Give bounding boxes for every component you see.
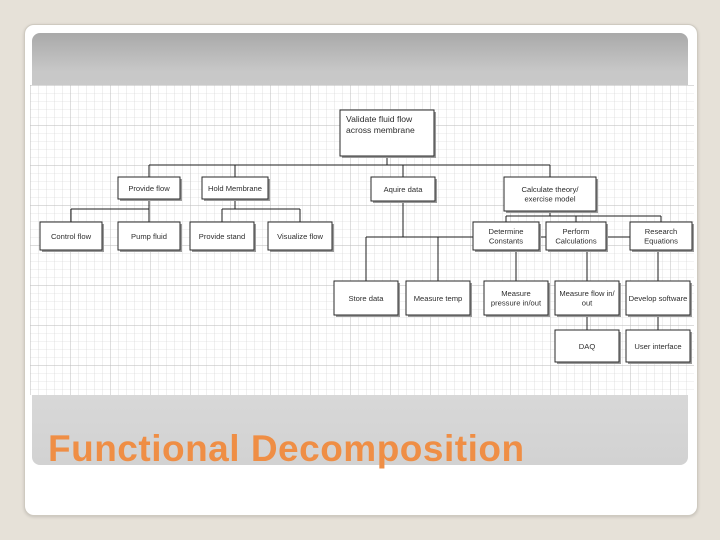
box-label: Provide flow: [128, 183, 170, 193]
box-root: [340, 110, 436, 158]
box-user-interface: [626, 330, 692, 364]
box-pump-fluid: [118, 222, 182, 252]
box-label: Determine: [488, 227, 524, 237]
box-determine-constants: [473, 222, 541, 252]
box-calculate-theory: [504, 177, 598, 213]
box-label: Measure flow in/: [559, 289, 615, 299]
box-label: Calculations: [555, 236, 597, 246]
box-measure-flow: [555, 281, 621, 317]
box-control-flow: [40, 222, 104, 252]
box-label: Measure: [501, 289, 531, 299]
box-provide-flow: [118, 177, 182, 201]
box-label: Develop software: [628, 293, 688, 303]
box-label: User interface: [634, 341, 682, 351]
decomposition-diagram: [30, 85, 694, 395]
box-label: Pump fluid: [131, 231, 167, 241]
box-measure-pressure: [484, 281, 550, 317]
box-label: Validate fluid flow: [346, 114, 413, 124]
box-perform-calculations: [546, 222, 608, 252]
box-label: pressure in/out: [490, 298, 542, 308]
box-label: across membrane: [346, 125, 415, 135]
box-label: Constants: [488, 236, 524, 246]
box-label: exercise model: [524, 194, 576, 204]
box-measure-temp: [406, 281, 472, 317]
box-research-equations: [630, 222, 694, 252]
box-label: Measure temp: [413, 293, 463, 303]
slide-title: Functional Decomposition: [48, 428, 525, 469]
box-label: Calculate theory/: [521, 185, 579, 195]
box-label: Research: [644, 227, 678, 237]
box-label: Equations: [644, 236, 678, 246]
box-daq: [555, 330, 621, 364]
box-store-data: [334, 281, 400, 317]
box-hold-membrane: [202, 177, 270, 201]
box-acquire-data: [371, 177, 437, 203]
box-label: Control flow: [50, 231, 92, 241]
box-visualize-flow: [268, 222, 334, 252]
box-label: Hold Membrane: [207, 183, 263, 193]
box-label: out: [581, 298, 593, 308]
box-develop-software: [626, 281, 692, 317]
box-label: Visualize flow: [277, 231, 323, 241]
box-label: Provide stand: [198, 231, 246, 241]
box-label: DAQ: [578, 341, 596, 351]
box-label: Perform: [562, 227, 590, 237]
box-provide-stand: [190, 222, 256, 252]
box-label: Aquire data: [383, 184, 423, 194]
box-label: Store data: [348, 293, 384, 303]
